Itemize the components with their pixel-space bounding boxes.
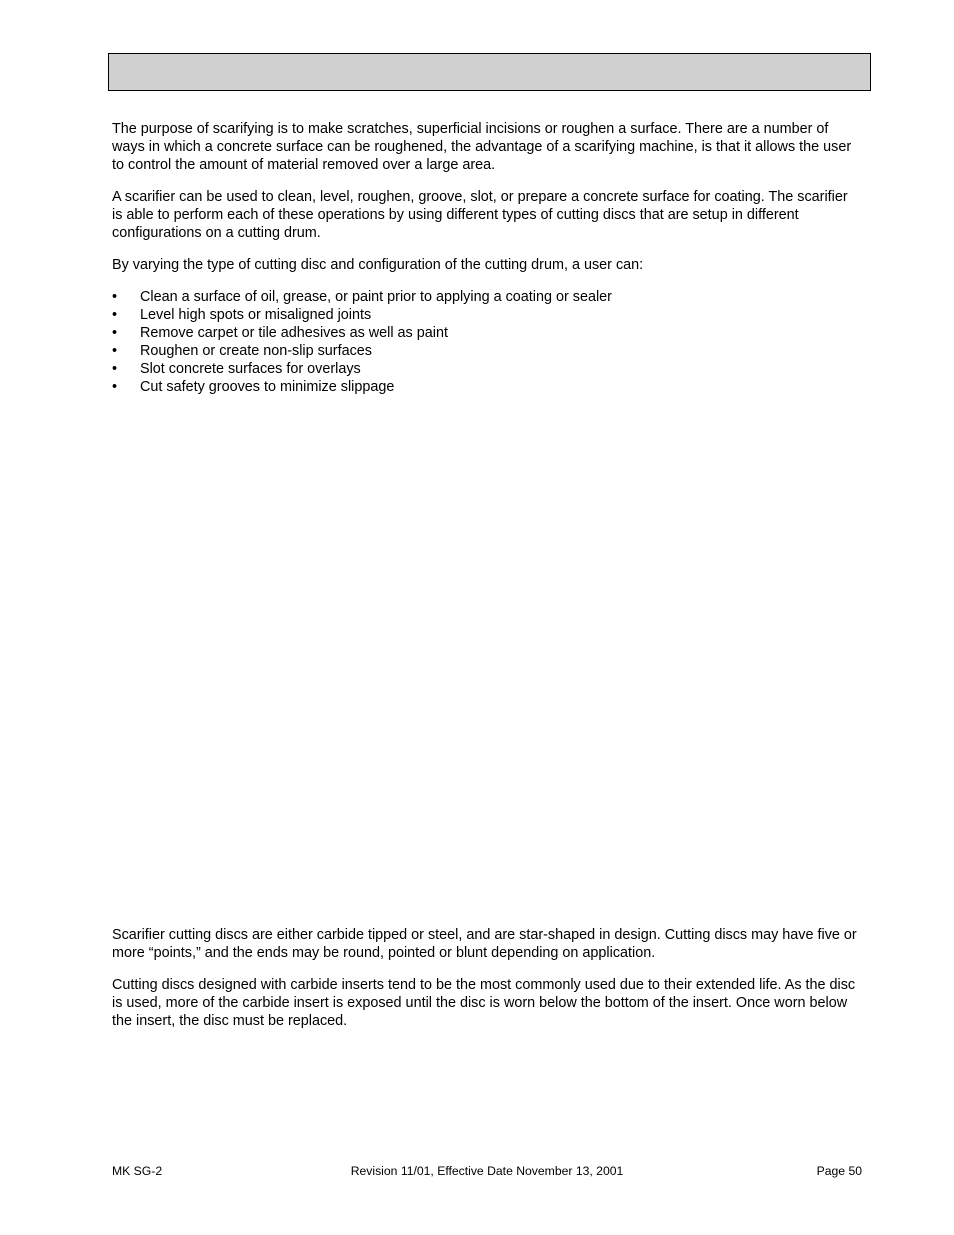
page-footer xyxy=(112,1163,862,1179)
bullet-icon: • xyxy=(112,343,118,359)
intro-section xyxy=(112,120,862,396)
list-item-text: Roughen or create non-slip surfaces xyxy=(140,343,372,359)
intro-paragraph-2: A scarifier can be used to clean, level, roughen, groove, slot, or prepare a concrete surface for coating. The scarifier is able to perform each of these operations by using different types of cutting discs that are setup in different configurations on a cutting drum. xyxy=(112,189,848,241)
list-item-text: Level high spots or misaligned joints xyxy=(140,307,372,323)
cutting-discs-section xyxy=(112,926,862,1044)
list-item xyxy=(112,324,862,342)
list-item-text: Slot concrete surfaces for overlays xyxy=(140,361,361,377)
list-item-text: Clean a surface of oil, grease, or paint prior to applying a coating or sealer xyxy=(140,289,612,305)
intro-paragraph-3: By varying the type of cutting disc and configuration of the cutting drum, a user can: xyxy=(112,257,644,273)
list-item xyxy=(112,378,862,396)
list-item xyxy=(112,288,862,306)
bullet-icon: • xyxy=(112,325,118,341)
bullet-icon: • xyxy=(112,307,118,323)
section-header-bar xyxy=(108,53,871,91)
bullet-icon: • xyxy=(112,289,118,305)
footer-doc-id: MK SG-2 xyxy=(112,1164,163,1178)
list-item-text: Cut safety grooves to minimize slippage xyxy=(140,379,395,395)
footer-revision: Revision 11/01, Effective Date November 13, 2001 xyxy=(350,1164,624,1178)
capabilities-list xyxy=(112,288,862,396)
intro-paragraph-1: The purpose of scarifying is to make scratches, superficial incisions or roughen a surface. There are a number of ways in which a concrete surface can be roughened, the advantage of a scarifying machine, is that it allows the user to control the amount of material removed over a large area. xyxy=(112,121,852,173)
footer-page-number: Page 50 xyxy=(816,1164,862,1178)
list-item xyxy=(112,360,862,378)
discs-paragraph-1: Scarifier cutting discs are either carbide tipped or steel, and are star-shaped in design. Cutting discs may have five or more “points,” and the ends may be round, pointed or blunt depending on application. xyxy=(112,927,857,961)
list-item-text: Remove carpet or tile adhesives as well as paint xyxy=(140,325,448,341)
bullet-icon: • xyxy=(112,361,118,377)
discs-paragraph-2: Cutting discs designed with carbide inserts tend to be the most commonly used due to their extended life. As the disc is used, more of the carbide insert is exposed until the disc is worn below the bottom of the insert. Once worn below the insert, the disc must be replaced. xyxy=(112,977,856,1029)
bullet-icon: • xyxy=(112,379,118,395)
list-item xyxy=(112,342,862,360)
list-item xyxy=(112,306,862,324)
